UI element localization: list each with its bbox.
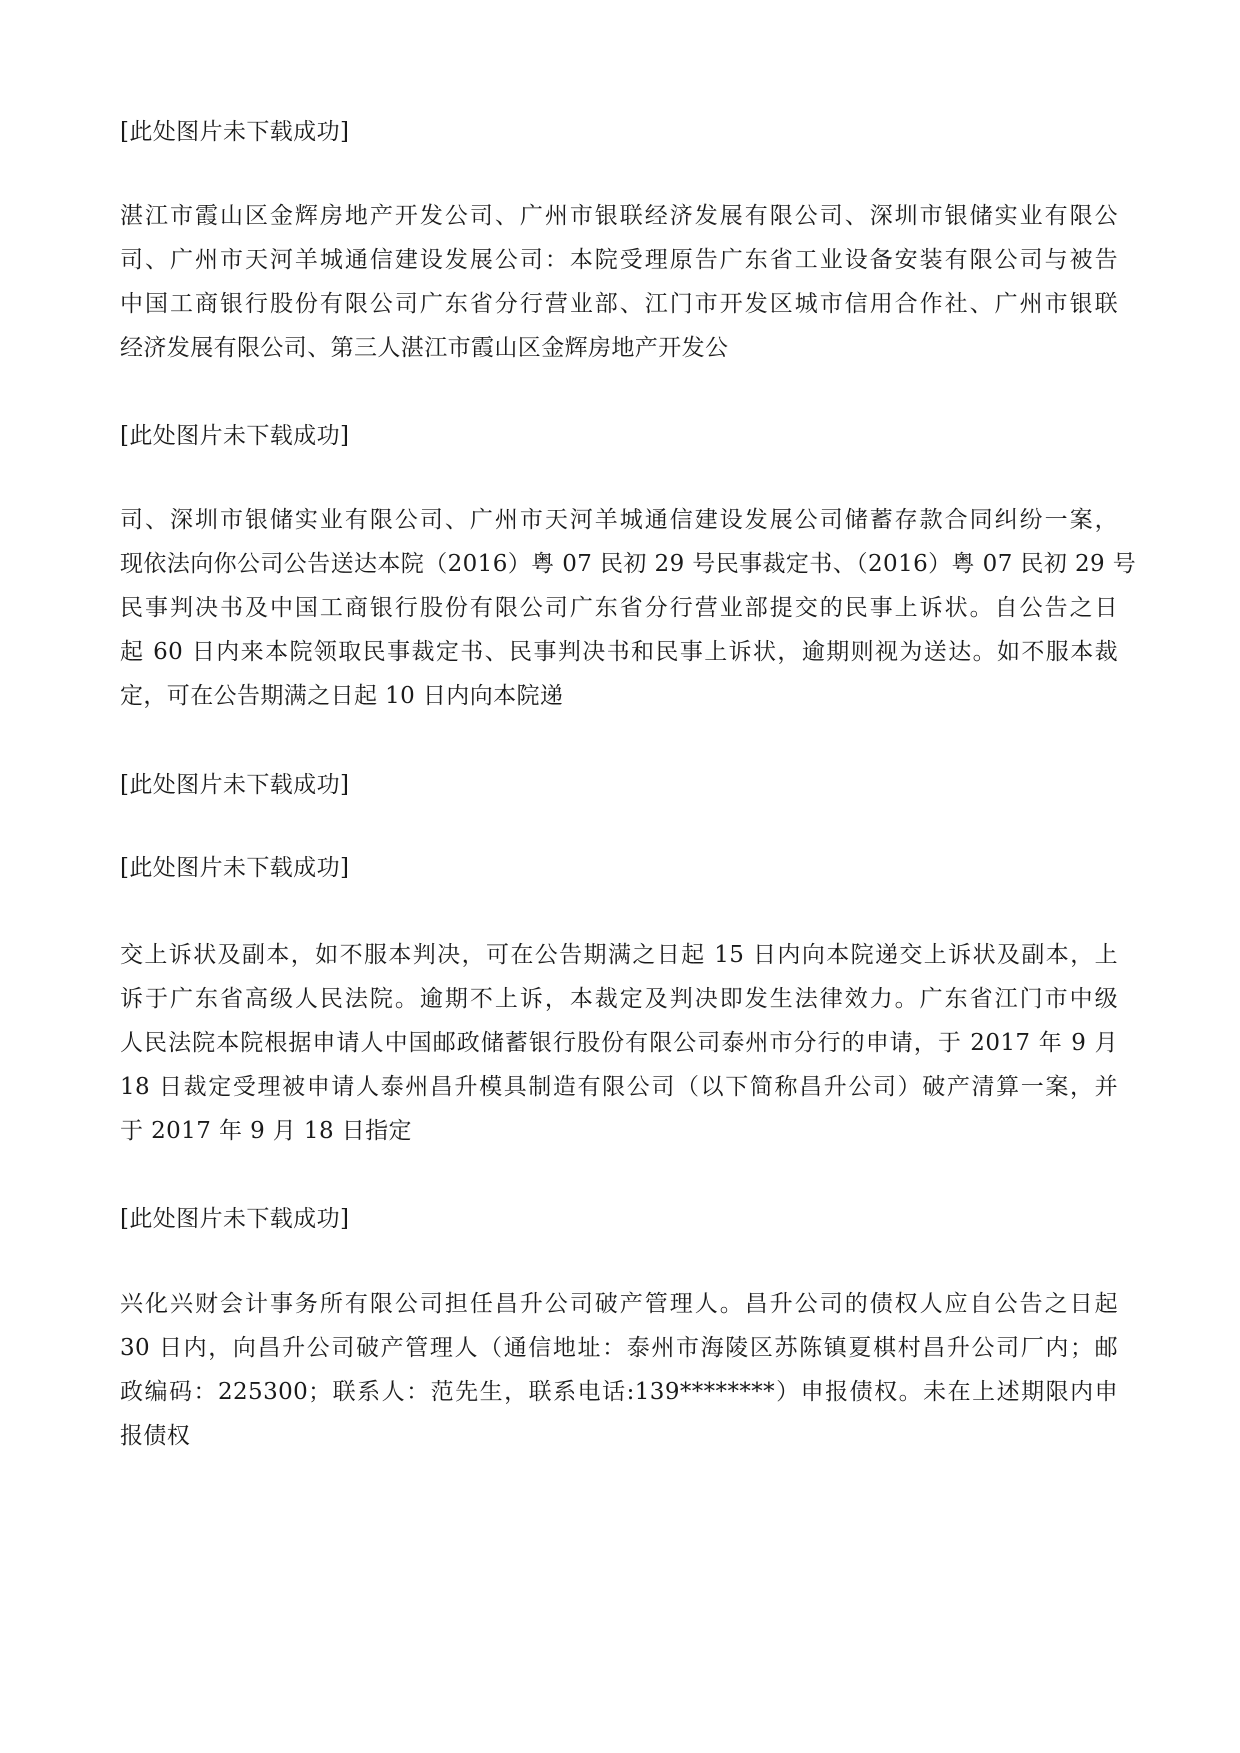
- paragraph-line: 湛江市霞山区金辉房地产开发公司、广州市银联经济发展有限公司、深圳市银储实业有限公: [120, 203, 1118, 229]
- paragraph-line: 30 日内，向昌升公司破产管理人（通信地址：泰州市海陵区苏陈镇夏棋村昌升公司厂内；邮: [120, 1335, 1118, 1361]
- image-placeholder: [此处图片未下载成功]: [120, 119, 350, 145]
- paragraph-line: 民事判决书及中国工商银行股份有限公司广东省分行营业部提交的民事上诉状。自公告之日: [120, 595, 1118, 621]
- image-placeholder: [此处图片未下载成功]: [120, 772, 350, 798]
- paragraph-line: 经济发展有限公司、第三人湛江市霞山区金辉房地产开发公: [120, 335, 729, 361]
- image-placeholder: [此处图片未下载成功]: [120, 423, 350, 449]
- paragraph-line: 于 2017 年 9 月 18 日指定: [120, 1118, 412, 1144]
- paragraph-line: 司、广州市天河羊城通信建设发展公司：本院受理原告广东省工业设备安装有限公司与被告: [120, 247, 1118, 273]
- paragraph-line: 报债权: [120, 1423, 191, 1449]
- paragraph-line: 18 日裁定受理被申请人泰州昌升模具制造有限公司（以下简称昌升公司）破产清算一案，并: [120, 1074, 1118, 1100]
- paragraph-line: 现依法向你公司公告送达本院（2016）粤 07 民初 29 号民事裁定书、（2016）粤 07 民初 29 号: [120, 551, 1137, 577]
- image-placeholder: [此处图片未下载成功]: [120, 855, 350, 881]
- paragraph-line: 定，可在公告期满之日起 10 日内向本院递: [120, 683, 564, 709]
- paragraph-line: 起 60 日内来本院领取民事裁定书、民事判决书和民事上诉状，逾期则视为送达。如不服本裁: [120, 639, 1118, 665]
- paragraph-line: 诉于广东省高级人民法院。逾期不上诉，本裁定及判决即发生法律效力。广东省江门市中级: [120, 986, 1118, 1012]
- paragraph: [120, 498, 1137, 718]
- paragraph-line: 中国工商银行股份有限公司广东省分行营业部、江门市开发区城市信用合作社、广州市银联: [120, 291, 1118, 317]
- paragraph: [120, 194, 1118, 370]
- paragraph: [120, 1282, 1118, 1458]
- paragraph-line: 兴化兴财会计事务所有限公司担任昌升公司破产管理人。昌升公司的债权人应自公告之日起: [120, 1291, 1118, 1317]
- paragraph-line: 交上诉状及副本，如不服本判决，可在公告期满之日起 15 日内向本院递交上诉状及副本，上: [120, 942, 1118, 968]
- image-placeholder: [此处图片未下载成功]: [120, 1206, 350, 1232]
- paragraph-line: 司、深圳市银储实业有限公司、广州市天河羊城通信建设发展公司储蓄存款合同纠纷一案，: [120, 507, 1118, 533]
- paragraph-line: 政编码：225300；联系人：范先生，联系电话:139********）申报债权。未在上述期限内申: [120, 1379, 1118, 1405]
- paragraph: [120, 933, 1118, 1153]
- paragraph-line: 人民法院本院根据申请人中国邮政储蓄银行股份有限公司泰州市分行的申请，于 2017 年 9 月: [120, 1030, 1118, 1056]
